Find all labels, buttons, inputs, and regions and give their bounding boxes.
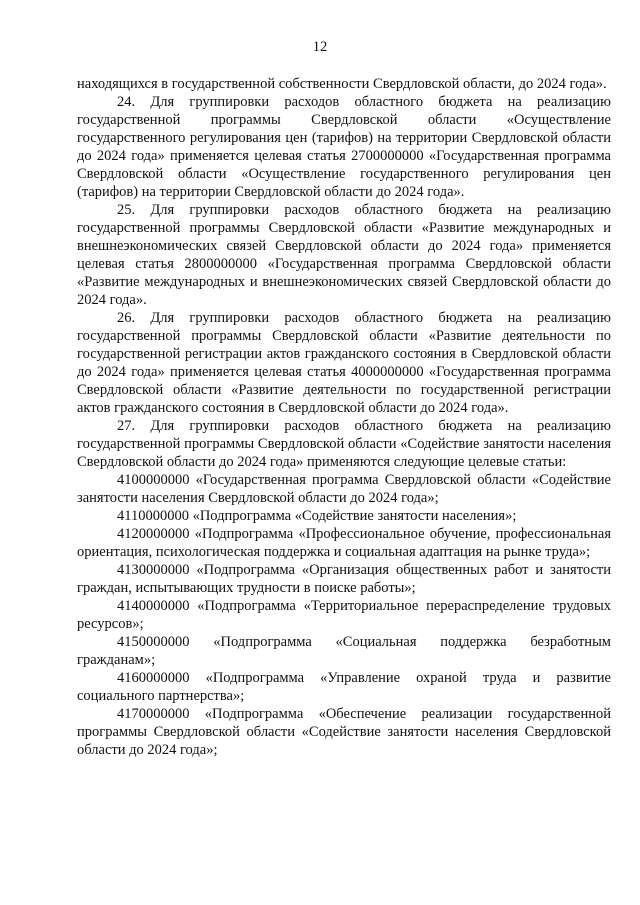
article-4120000000: 4120000000 «Подпрограмма «Профессиональное обучение, профессиональная ориентация, психологическая поддержка и социальная адаптация на рынке труда»; xyxy=(77,526,611,560)
article-4150000000: 4150000000 «Подпрограмма «Социальная поддержка безработным гражданам»; xyxy=(77,634,611,668)
article-4170000000: 4170000000 «Подпрограмма «Обеспечение реализации государственной программы Свердловской области «Содействие занятости населения Свердловской области до 2024 года»; xyxy=(77,706,611,758)
paragraph-24: 24. Для группировки расходов областного бюджета на реализацию государственной программы Свердловской области «Осуществление государственного регулирования цен (тарифов) на территории Свердловской области до 2024 года» применяется целевая статья 2700000000 «Государственная программа Свердловской области «Осуществление государственного регулирования цен (тарифов) на территории Свердловской области до 2024 года». xyxy=(77,94,611,200)
article-4130000000: 4130000000 «Подпрограмма «Организация общественных работ и занятости граждан, испытывающих трудности в поиске работы»; xyxy=(77,562,611,596)
article-4100000000: 4100000000 «Государственная программа Свердловской области «Содействие занятости населения Свердловской области до 2024 года»; xyxy=(77,472,611,506)
paragraph-25: 25. Для группировки расходов областного бюджета на реализацию государственной программы Свердловской области «Развитие международных и внешнеэкономических связей Свердловской области до 2024 года» применяется целевая статья 2800000000 «Государственная программа Свердловской области «Развитие международных и внешнеэкономических связей Свердловской области до 2024 года». xyxy=(77,202,611,308)
paragraph-27: 27. Для группировки расходов областного бюджета на реализацию государственной программы Свердловской области «Содействие занятости населения Свердловской области до 2024 года» применяются следующие целевые статьи: xyxy=(77,418,611,470)
paragraph-continuation: находящихся в государственной собственности Свердловской области, до 2024 года». xyxy=(77,76,607,92)
page-number: 12 xyxy=(312,39,328,55)
paragraph-26: 26. Для группировки расходов областного бюджета на реализацию государственной программы Свердловской области «Развитие деятельности по государственной регистрации актов гражданского состояния в Свердловской области до 2024 года» применяется целевая статья 4000000000 «Государственная программа Свердловской области «Развитие деятельности по государственной регистрации актов гражданского состояния в Свердловской области до 2024 года». xyxy=(77,310,611,416)
article-4110000000: 4110000000 «Подпрограмма «Содействие занятости населения»; xyxy=(117,508,517,524)
document-body xyxy=(77,75,611,759)
article-4140000000: 4140000000 «Подпрограмма «Территориальное перераспределение трудовых ресурсов»; xyxy=(77,598,611,632)
article-4160000000: 4160000000 «Подпрограмма «Управление охраной труда и развитие социального партнерства»; xyxy=(77,670,611,704)
